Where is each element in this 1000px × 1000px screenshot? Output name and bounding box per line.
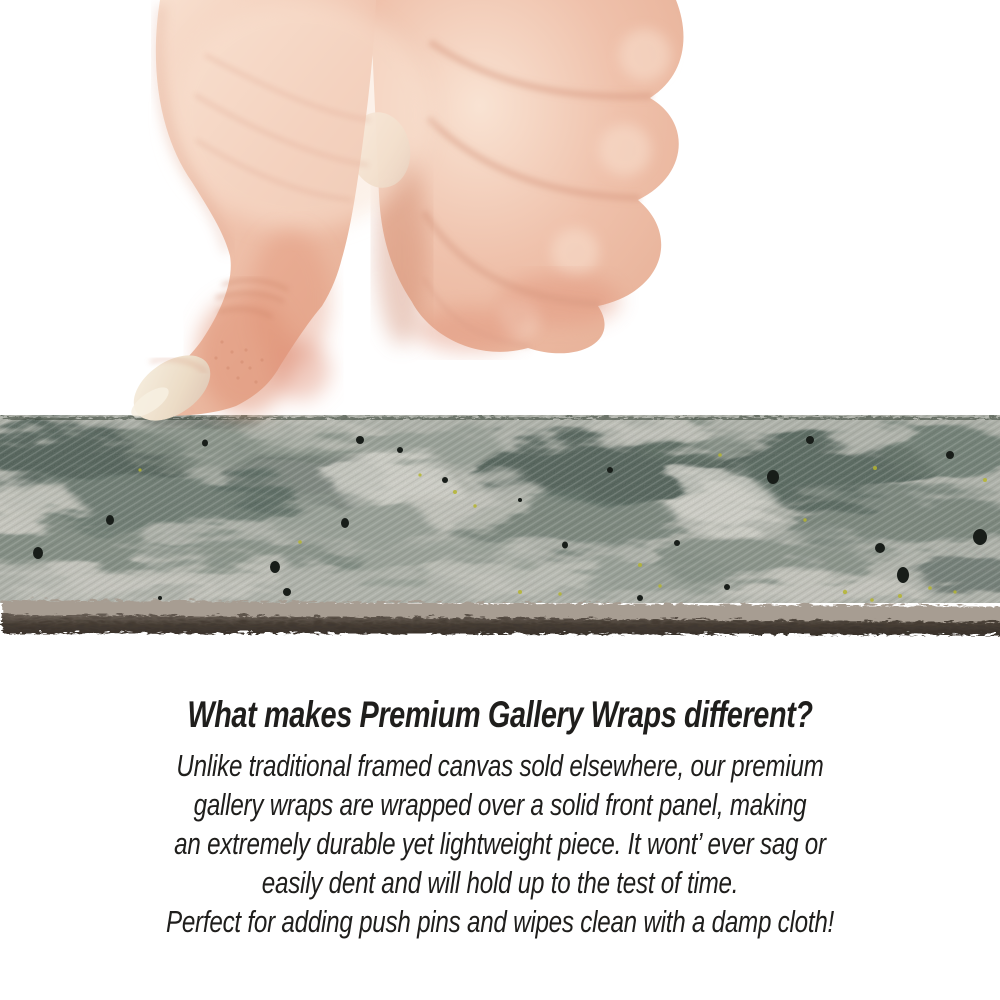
copy-heading: What makes Premium Gallery Wraps different?: [187, 694, 813, 735]
copy-line-4: easily dent and will hold up to the test of time.: [261, 865, 739, 900]
copy-line-2: gallery wraps are wrapped over a solid front panel, making: [193, 787, 807, 822]
canvas-texture: [0, 415, 1000, 604]
hand: [122, 0, 684, 434]
copy-line-1: Unlike traditional framed canvas sold elsewhere, our premium: [176, 748, 824, 783]
marketing-copy: [110, 694, 890, 941]
copy-line-3: an extremely durable yet lightweight piece. It wont’ ever sag or: [174, 826, 826, 861]
canvas-grain: [0, 415, 1000, 603]
copy-line-5: Perfect for adding push pins and wipes clean with a damp cloth!: [165, 904, 835, 939]
canvas-edge-strip: [0, 415, 1000, 633]
